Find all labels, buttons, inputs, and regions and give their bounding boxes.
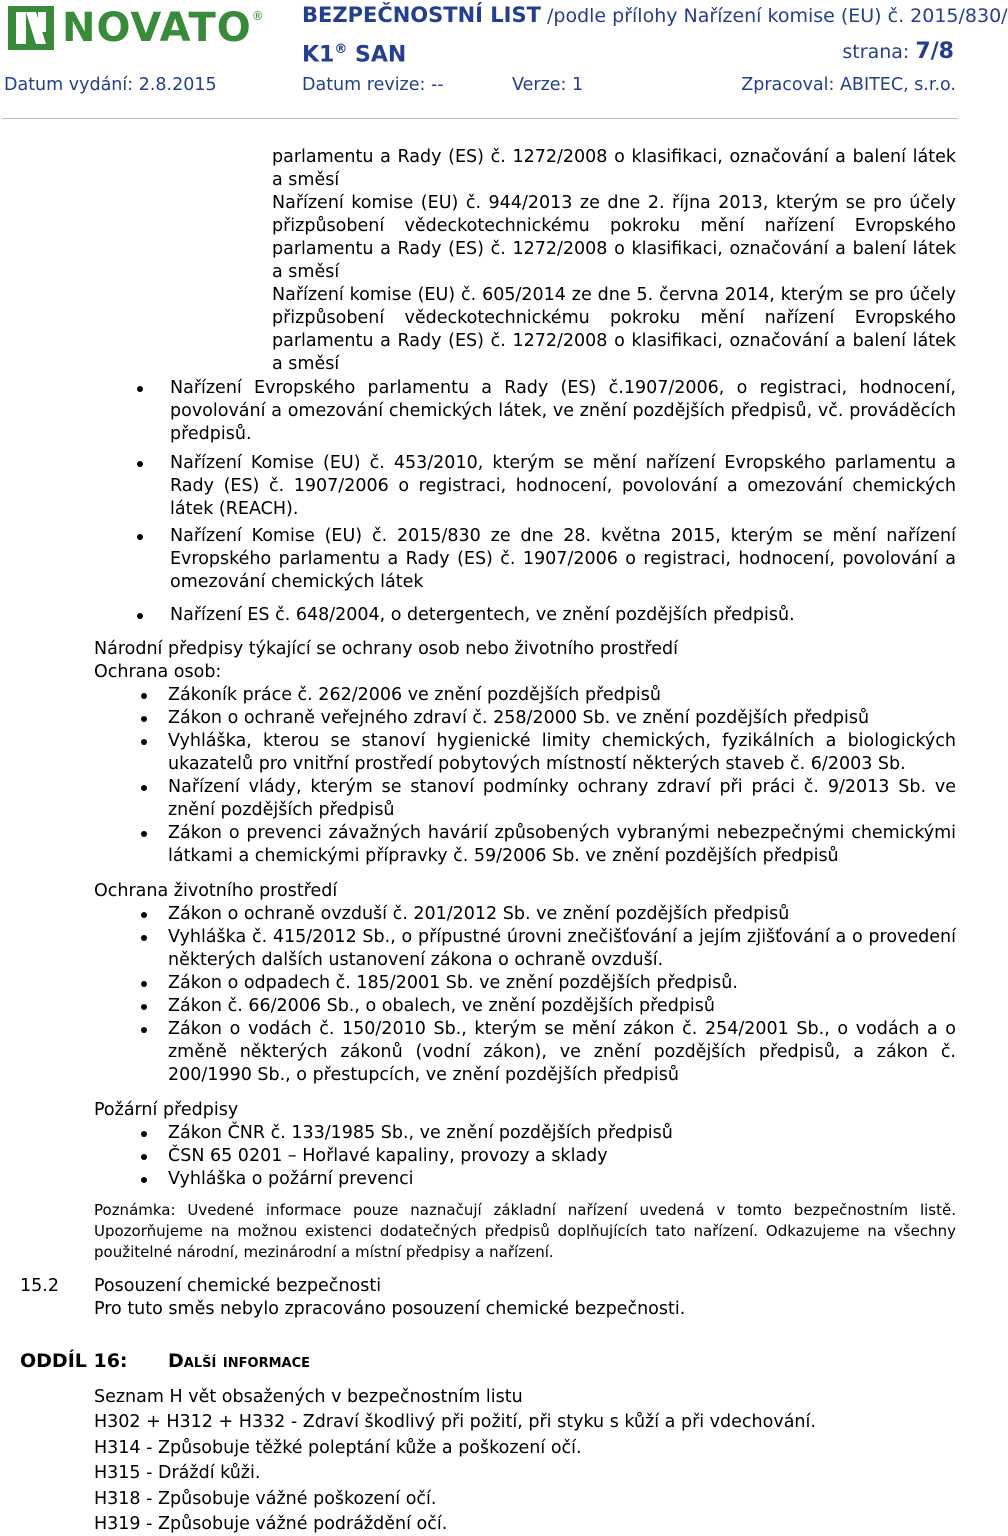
fire-heading: Požární předpisy [94,1100,239,1120]
bullet-icon [141,739,147,745]
h-phrase: H302 + H312 + H332 - Zdraví škodlivý při požití, při styku s kůží a při vdechování. [94,1412,816,1432]
h-phrases-heading: Seznam H vět obsažených v bezpečnostním listu [94,1387,523,1407]
company-logo [8,6,264,50]
header-divider [2,118,958,119]
h-phrase: H314 - Způsobuje těžké poleptání kůže a poškození očí. [94,1438,582,1458]
bullet-icon [137,386,143,392]
section-15-2-number: 15.2 [20,1276,59,1296]
list-item: Zákon o odpadech č. 185/2001 Sb. ve znění pozdějších předpisů. [168,972,956,995]
list-item: Zákon č. 66/2006 Sb., o obalech, ve znění pozdějších předpisů [168,995,956,1018]
bullet-icon [141,1177,147,1183]
logo-registered-mark: ® [251,8,264,23]
list-item: Zákon o ochraně ovzduší č. 201/2012 Sb. ve znění pozdějších předpisů [168,903,956,926]
bullet-icon [141,693,147,699]
persons-heading: Ochrana osob: [94,662,222,682]
bullet-icon [141,1131,147,1137]
fire-list [168,1122,956,1191]
version: Verze: 1 [512,75,584,95]
bullet-icon [137,534,143,540]
bullet-icon [141,1154,147,1160]
document-title [302,4,1008,28]
bullet-icon [141,912,147,918]
bullet-icon [141,785,147,791]
env-list [168,903,956,1087]
page-number: strana: 7/8 [842,39,954,64]
persons-list [168,684,956,868]
h-phrase: H318 - Způsobuje vážné poškození očí. [94,1489,437,1509]
section-15-2-text: Pro tuto směs nebylo zpracováno posouzení chemické bezpečnosti. [94,1299,686,1319]
list-item: Zákon o prevenci závažných havárií způsobených vybranými nebezpečnými chemickými látkami a chemickými přípravky č. 59/2006 Sb. ve znění pozdějších předpisů [168,822,956,868]
bullet-icon [141,1027,147,1033]
title-sub: /podle přílohy Nařízení komise (EU) č. 2015/830/ [540,5,1008,27]
list-item: Zákoník práce č. 262/2006 ve znění pozdějších předpisů [168,684,956,707]
national-heading: Národní předpisy týkající se ochrany osob nebo životního prostředí [94,639,678,659]
list-item: ČSN 65 0201 – Hořlavé kapaliny, provozy a sklady [168,1145,956,1168]
list-item: Zákon o vodách č. 150/2010 Sb., kterým se mění zákon č. 254/2001 Sb., o vodách a o změně některých zákonů (vodní zákon), ve znění pozdějších předpisů, a zákon č. 200/1990 Sb., o přestupcích, ve znění pozdějších předpisů [168,1018,956,1087]
logo-mark-icon [8,6,54,50]
bullet-icon [141,716,147,722]
continued-item: parlamentu a Rady (ES) č. 1272/2008 o klasifikaci, označování a balení látek a směsí [272,147,956,190]
list-item: Nařízení Komise (EU) č. 2015/830 ze dne 28. května 2015, kterým se mění nařízení Evropského parlamentu a Rady (ES) č. 1907/2006 o registraci, hodnocení, povolování a omezování chemických látek [170,525,956,594]
list-item: Nařízení vlády, kterým se stanoví podmínky ochrany zdraví při práci č. 9/2013 Sb. ve znění pozdějších předpisů [168,776,956,822]
list-item: Nařízení ES č. 648/2004, o detergentech, ve znění pozdějších předpisů. [170,604,956,627]
eu-regulations-list [170,377,956,627]
bullet-icon [137,613,143,619]
list-item: Nařízení Komise (EU) č. 453/2010, kterým se mění nařízení Evropského parlamentu a Rady (ES) č. 1907/2006 o registraci, hodnocení, povolování a omezování chemických látek (REACH). [170,452,956,521]
product-name: K1® SAN [302,42,407,68]
continued-item: Nařízení komise (EU) č. 605/2014 ze dne 5. června 2014, kterým se pro účely přizpůsobení vědeckotechnickému pokroku mění nařízení Evropského parlamentu a Rady (ES) č. 1272/2008 o klasifikaci, označování a balení látek a směsí [272,285,956,374]
title-main: BEZPEČNOSTNÍ LIST [302,3,541,27]
revision-date: Datum revize: -- [302,75,444,95]
bullet-icon [141,1004,147,1010]
continued-item: Nařízení komise (EU) č. 944/2013 ze dne 2. října 2013, kterým se pro účely přizpůsobení vědeckotechnickému pokroku mění nařízení Evropského parlamentu a Rady (ES) č. 1272/2008 o klasifikaci, označování a balení látek a směsí [272,193,956,282]
list-item: Nařízení Evropského parlamentu a Rady (ES) č.1907/2006, o registraci, hodnocení, povolování a omezování chemických látek, ve znění pozdějších předpisů, vč. prováděcích předpisů. [170,377,956,446]
list-item: Zákon ČNR č. 133/1985 Sb., ve znění pozdějších předpisů [168,1122,956,1145]
bullet-icon [141,981,147,987]
header-meta-row [0,74,960,98]
logo-text: NOVATO [62,5,252,51]
note: Poznámka: Uvedené informace pouze naznačují základní nařízení uvedená v tomto bezpečnostním listě. Upozorňujeme na možnou existenci dodatečných předpisů doplňujících tato nařízení. Odkazujeme na všechny použitelné národní, mezinárodní a místní předpisy a nařízení. [94,1201,956,1261]
bullet-icon [141,831,147,837]
prepared-by: Zpracoval: ABITEC, s.r.o. [741,75,956,95]
continued-regulations [272,146,956,376]
list-item: Vyhláška č. 415/2012 Sb., o přípustné úrovni znečišťování a jejím zjišťování a o provedení některých dalších ustanovení zákona o ochraně ovzduší. [168,926,956,972]
issue-date: Datum vydání: 2.8.2015 [4,75,217,95]
list-item: Vyhláška o požární prevenci [168,1168,956,1191]
section-16-number: ODDÍL 16: [20,1350,128,1372]
bullet-icon [137,461,143,467]
bullet-icon [141,935,147,941]
section-16-title: Další informace [168,1350,311,1372]
h-phrase: H319 - Způsobuje vážné podráždění očí. [94,1514,448,1534]
env-heading: Ochrana životního prostředí [94,881,338,901]
list-item: Zákon o ochraně veřejného zdraví č. 258/2000 Sb. ve znění pozdějších předpisů [168,707,956,730]
h-phrase: H315 - Dráždí kůži. [94,1463,261,1483]
section-15-2-title: Posouzení chemické bezpečnosti [94,1276,382,1296]
list-item: Vyhláška, kterou se stanoví hygienické limity chemických, fyzikálních a biologických ukazatelů pro vnitřní prostředí pobytových místností některých staveb č. 6/2003 Sb. [168,730,956,776]
